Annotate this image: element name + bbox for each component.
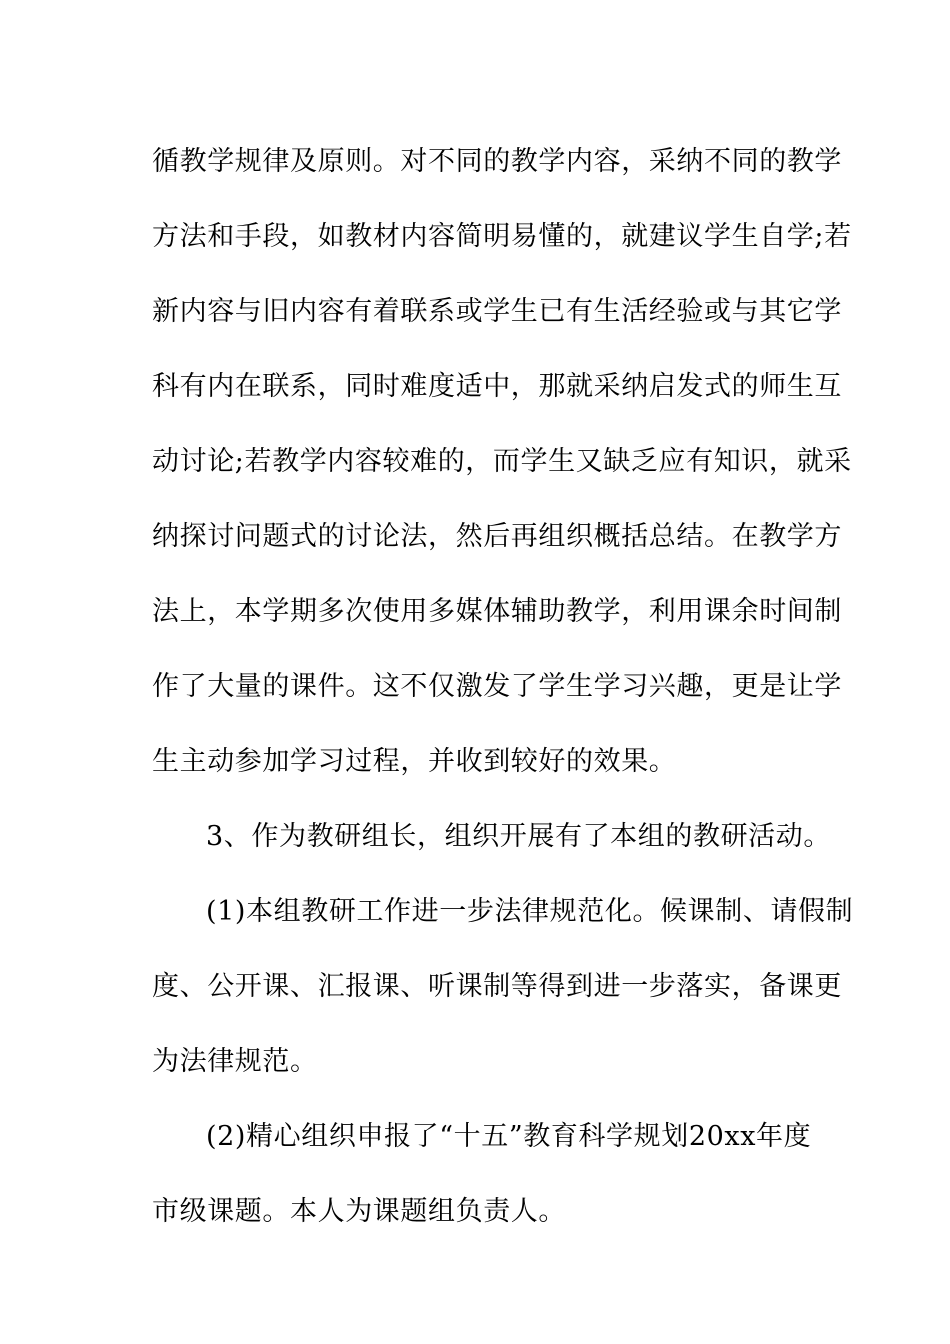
- text-line: (2)精心组织申报了“十五”教育科学规划20xx年度: [206, 1121, 812, 1152]
- text-line: 循教学规律及原则。对不同的教学内容，采纳不同的教学: [152, 146, 842, 177]
- text-line: 方法和手段，如教材内容简明易懂的，就建议学生自学;若: [152, 221, 852, 252]
- text-line: 科有内在联系，同时难度适中，那就采纳启发式的师生互: [152, 371, 842, 402]
- text-line: 纳探讨问题式的讨论法，然后再组织概括总结。在教学方: [152, 521, 842, 552]
- text-line: 市级课题。本人为课题组负责人。: [152, 1196, 566, 1227]
- text-line: 动讨论;若教学内容较难的，而学生又缺乏应有知识，就采: [152, 446, 852, 477]
- text-line: 生主动参加学习过程，并收到较好的效果。: [152, 746, 677, 777]
- text-line: (1)本组教研工作进一步法律规范化。候课制、请假制: [206, 896, 854, 927]
- text-line: 法上，本学期多次使用多媒体辅助教学，利用课余时间制: [152, 596, 842, 627]
- text-line: 度、公开课、汇报课、听课制等得到进一步落实，备课更: [152, 971, 842, 1002]
- text-line: 作了大量的课件。这不仅激发了学生学习兴趣，更是让学: [152, 671, 842, 702]
- section-heading: 3、作为教研组长，组织开展有了本组的教研活动。: [206, 821, 831, 852]
- document-body: [152, 124, 854, 1249]
- text-line: 为法律规范。: [152, 1046, 318, 1077]
- text-line: 新内容与旧内容有着联系或学生已有生活经验或与其它学: [152, 296, 842, 327]
